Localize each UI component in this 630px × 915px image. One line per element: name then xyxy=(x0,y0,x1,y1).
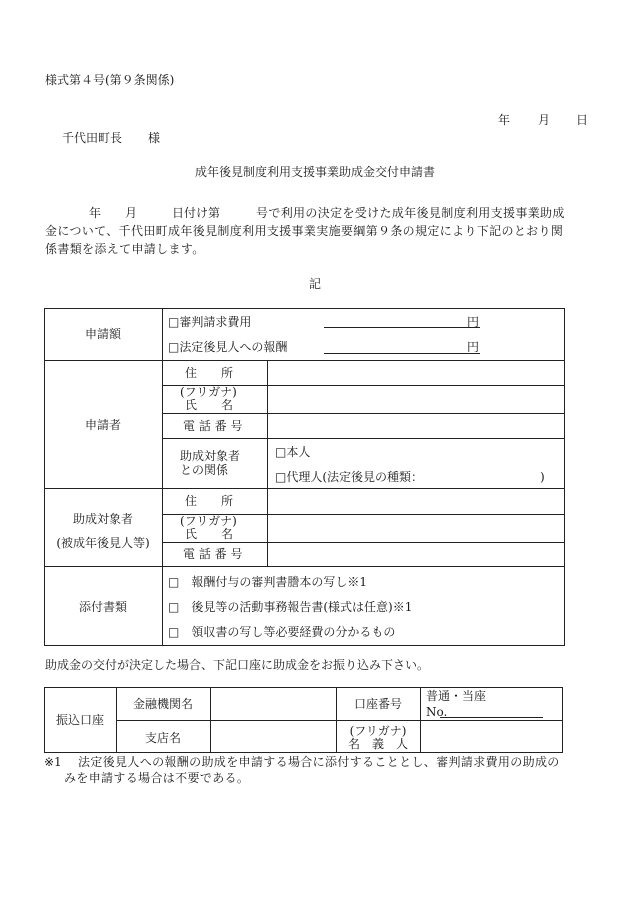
branch-label: 支店名 xyxy=(144,731,181,745)
applicant-name-label: 氏 名 xyxy=(185,398,234,412)
bank-account-label: 振込口座 xyxy=(55,713,104,727)
account-number-prefix: No. xyxy=(426,705,448,719)
date-day: 日 xyxy=(576,113,589,127)
application-amount-label: 申請額 xyxy=(84,327,121,341)
amount-blank[interactable] xyxy=(324,353,480,354)
applicant-phone-label: 電 話 番 号 xyxy=(183,419,243,433)
table-divider xyxy=(162,542,565,543)
intro-year: 年 xyxy=(89,206,102,220)
subject-label-line2: (被成年後見人等) xyxy=(56,536,150,550)
intro-line3: 係書類を添えて申請します。 xyxy=(45,242,205,256)
table-divider xyxy=(44,360,565,361)
relation-label-line2: との関係 xyxy=(180,463,229,477)
ki-heading: 記 xyxy=(308,277,321,291)
applicant-address-label: 住 所 xyxy=(185,366,234,380)
table-divider xyxy=(162,438,565,439)
amount-blank[interactable] xyxy=(324,327,480,328)
intro-month: 月 xyxy=(125,206,138,220)
attachment-item[interactable]: □ 領収書の写し等必要経費の分かるもの xyxy=(168,625,396,639)
intro-line1-rest: 号で利用の決定を受けた成年後見制度利用支援事業助成 xyxy=(256,206,565,220)
institution-label: 金融機関名 xyxy=(132,697,193,711)
attachment-item[interactable]: □ 報酬付与の審判書謄本の写し※1 xyxy=(168,575,367,589)
table-label-divider xyxy=(162,308,163,646)
holder-furigana-label: (フリガナ) xyxy=(349,724,407,738)
subject-address-label: 住 所 xyxy=(185,494,234,508)
checkbox-judgment-fee[interactable]: □審判請求費用 xyxy=(168,315,252,329)
attachments-label: 添付書類 xyxy=(78,600,127,614)
account-type[interactable]: 普通・当座 xyxy=(426,689,487,703)
intro-day-no: 日付け第 xyxy=(172,206,221,220)
applicant-label: 申請者 xyxy=(84,418,121,432)
subject-name-label: 氏 名 xyxy=(185,527,234,541)
addressee-title: 千代田町長 xyxy=(62,131,123,145)
checkbox-self[interactable]: □本人 xyxy=(275,445,311,459)
subject-label-line1: 助成対象者 xyxy=(72,512,133,526)
subject-furigana-label: (フリガナ) xyxy=(180,514,237,528)
yen-unit: 円 xyxy=(467,340,480,354)
footnote-line1: 法定後見人への報酬の助成を申請する場合に添付することとし、審判請求費用の助成の xyxy=(78,755,560,769)
table-divider xyxy=(44,566,565,567)
footnote-line2: みを申請する場合は不要である。 xyxy=(64,771,250,785)
account-number-blank[interactable] xyxy=(440,717,543,718)
subject-phone-label: 電 話 番 号 xyxy=(183,547,243,561)
applicant-furigana-label: (フリガナ) xyxy=(180,385,237,399)
account-no-label: 口座番号 xyxy=(353,697,402,711)
transfer-note: 助成金の交付が決定した場合、下記口座に助成金をお振り込み下さい。 xyxy=(45,658,430,672)
intro-line2: 金について、千代田町成年後見制度利用支援事業実施要綱第９条の規定により下記のとおり関 xyxy=(45,224,564,238)
relation-label-line1: 助成対象者 xyxy=(180,449,241,463)
table-field-divider xyxy=(267,360,268,566)
document-title: 成年後見制度利用支援事業助成金交付申請書 xyxy=(194,165,435,179)
table-divider xyxy=(44,488,565,489)
agent-close-paren: ) xyxy=(540,470,545,484)
holder-name-label: 名 義 人 xyxy=(347,737,408,751)
date-year: 年 xyxy=(498,113,511,127)
checkbox-agent[interactable]: □代理人(法定後見の種類： xyxy=(275,470,424,484)
yen-unit: 円 xyxy=(467,315,480,329)
table-divider xyxy=(162,413,565,414)
footnote-mark: ※1 xyxy=(44,755,62,769)
date-month: 月 xyxy=(538,113,551,127)
addressee-honorific: 様 xyxy=(148,131,161,145)
checkbox-guardian-fee[interactable]: □法定後見人への報酬 xyxy=(168,340,288,354)
bank-table-divider xyxy=(116,720,563,721)
attachment-item[interactable]: □ 後見等の活動事務報告書(様式は任意)※1 xyxy=(168,600,413,614)
form-number: 様式第４号(第９条関係) xyxy=(45,73,175,87)
